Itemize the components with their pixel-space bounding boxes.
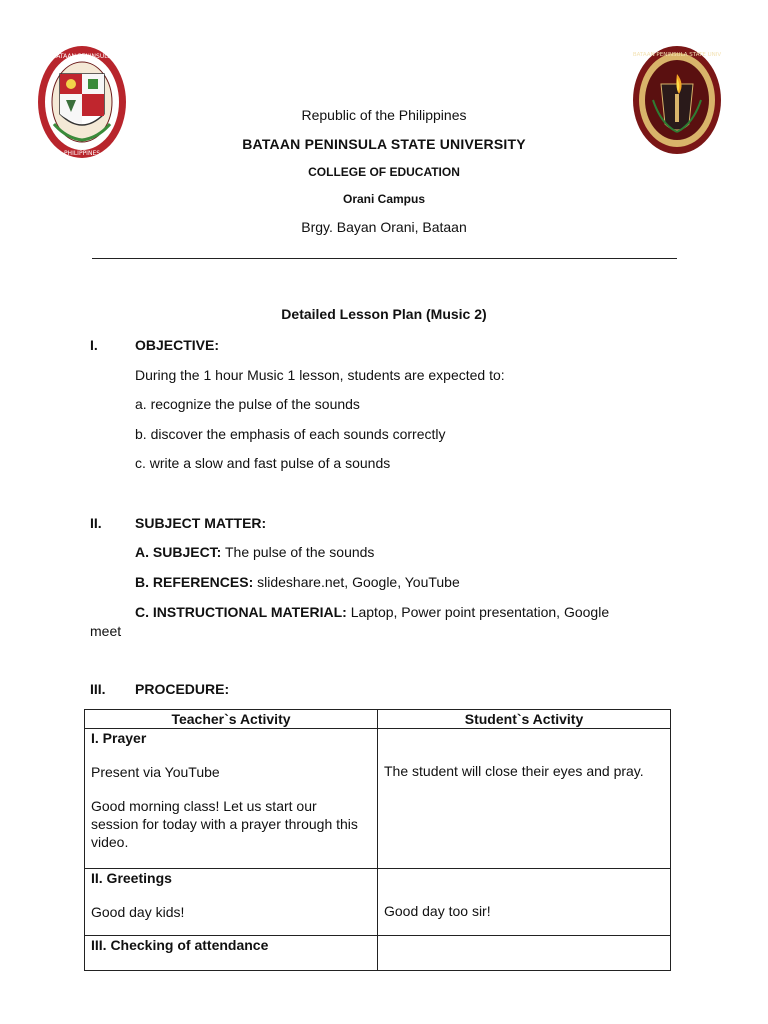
student-cell-greetings [378,869,671,936]
college-name: COLLEGE OF EDUCATION [308,165,460,179]
svg-text:BATAAN PENINSULA: BATAAN PENINSULA [52,53,112,60]
subject-label: A. SUBJECT: [135,544,222,560]
table-header-row [85,710,671,729]
student-text: The student will close their eyes and pray. [384,763,644,779]
material-line [135,604,609,620]
subject-value: The pulse of the sounds [221,544,375,560]
table-row [85,869,671,936]
republic-line: Republic of the Philippines [301,107,467,123]
svg-text:BATAAN PENINSULA STATE UNIV: BATAAN PENINSULA STATE UNIV [632,52,722,58]
teacher-text: Present via YouTube [91,764,220,780]
teacher-cell-greetings [85,869,378,936]
material-value: Laptop, Power point presentation, Google [346,604,610,620]
student-cell-attendance [378,936,671,971]
references-label: B. REFERENCES: [135,574,254,590]
procedure-heading: PROCEDURE: [135,681,230,697]
table-row [85,936,671,971]
teacher-column-header: Teacher`s Activity [85,710,378,729]
svg-text:PHILIPPINES: PHILIPPINES [63,150,101,157]
teacher-cell-prayer [85,729,378,869]
address-line: Brgy. Bayan Orani, Bataan [301,219,467,235]
references-line [135,574,460,590]
objective-item-a: a. recognize the pulse of the sounds [135,396,360,412]
student-text: Good day too sir! [384,903,491,919]
row-heading: I. Prayer [91,730,147,746]
subject-line [135,544,374,560]
procedure-table [84,709,671,971]
campus-name: Orani Campus [342,192,426,206]
row-heading: II. Greetings [91,870,172,886]
header-divider [92,258,677,259]
subject-matter-number: II. [90,515,102,531]
references-value: slideshare.net, Google, YouTube [253,574,460,590]
objective-intro: During the 1 hour Music 1 lesson, students are expected to: [135,367,505,383]
teacher-text: Good morning class! Let us start our session for today with a prayer through this video. [91,798,358,850]
student-column-header: Student`s Activity [378,710,671,729]
table-row [85,729,671,869]
procedure-number: III. [90,681,106,697]
university-name: BATAAN PENINSULA STATE UNIVERSITY [242,136,526,152]
subject-matter-heading: SUBJECT MATTER: [135,515,267,531]
document-title: Detailed Lesson Plan (Music 2) [281,306,487,322]
objective-item-b: b. discover the emphasis of each sounds correctly [135,426,446,442]
objective-heading: OBJECTIVE: [135,337,220,353]
material-continuation: meet [90,623,122,639]
teacher-cell-attendance [85,936,378,971]
row-heading: III. Checking of attendance [91,937,269,953]
material-label: C. INSTRUCTIONAL MATERIAL: [135,604,347,620]
teacher-text: Good day kids! [91,904,185,920]
objective-number: I. [90,337,98,353]
student-cell-prayer [378,729,671,869]
objective-item-c: c. write a slow and fast pulse of a sounds [135,455,391,471]
